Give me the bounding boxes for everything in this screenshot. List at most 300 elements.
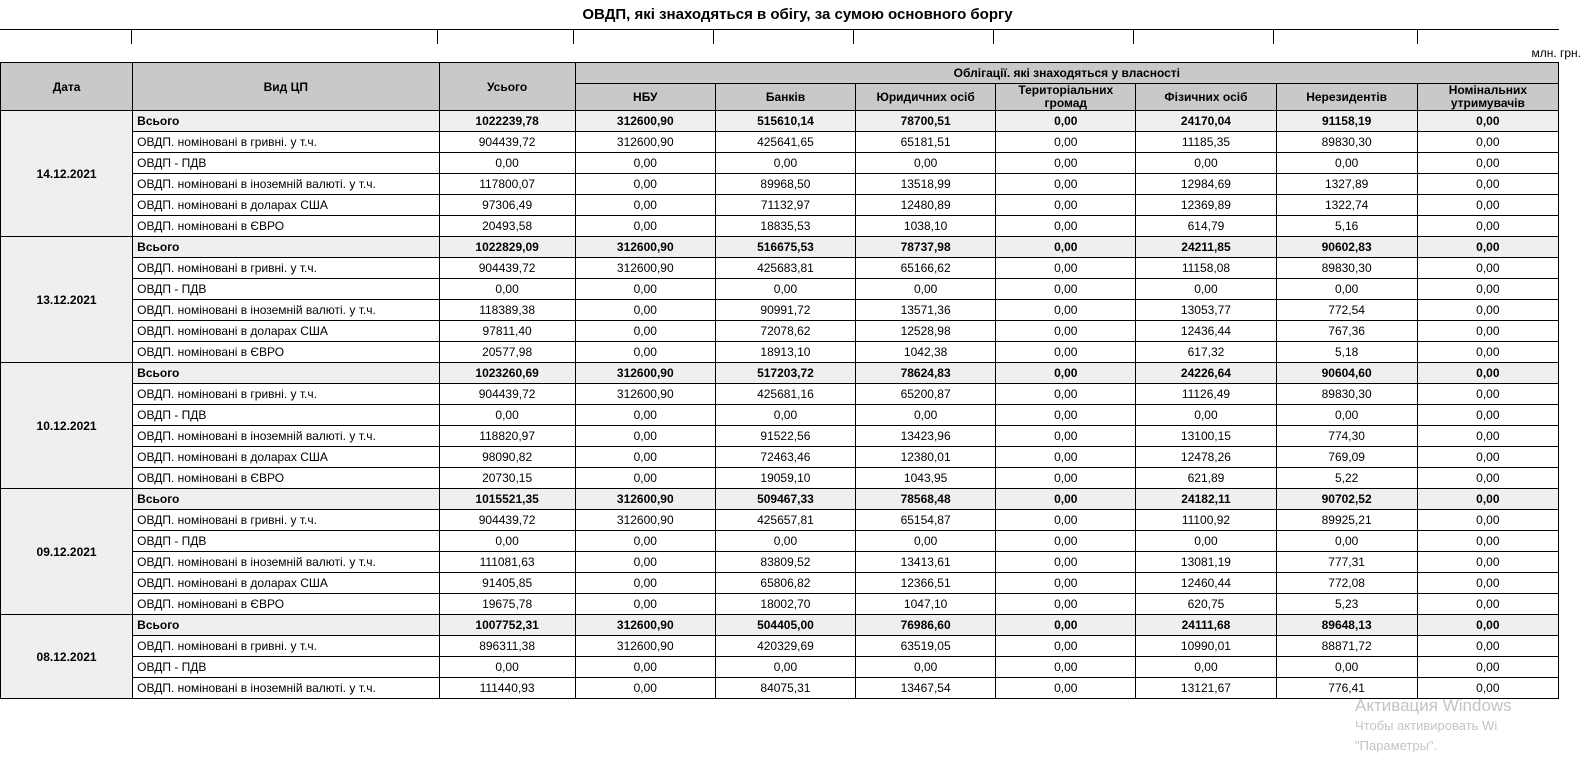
value-cell-total: 97306,49: [439, 195, 575, 216]
security-type-cell: ОВДП. номіновані в гривні. у т.ч.: [133, 258, 439, 279]
value-cell-nbu: 312600,90: [575, 489, 715, 510]
table-row: [1, 321, 1559, 342]
value-cell-communities: 0,00: [996, 384, 1136, 405]
table-row: [1, 279, 1559, 300]
value-cell-individuals: 11185,35: [1136, 132, 1276, 153]
value-cell-total: 20730,15: [439, 468, 575, 489]
header-total: Усього: [439, 63, 575, 111]
value-cell-banks: 91522,56: [715, 426, 855, 447]
strip-cell: [714, 29, 854, 44]
date-cell: 08.12.2021: [1, 615, 133, 699]
value-cell-nominal: 0,00: [1417, 132, 1558, 153]
value-cell-legal: 78700,51: [856, 111, 996, 132]
header-communities: Територіальних громад: [996, 84, 1136, 111]
value-cell-nonresidents: 767,36: [1276, 321, 1417, 342]
value-cell-banks: 0,00: [715, 657, 855, 678]
value-cell-nominal: 0,00: [1417, 678, 1558, 699]
value-cell-total: 0,00: [439, 405, 575, 426]
value-cell-nominal: 0,00: [1417, 279, 1558, 300]
value-cell-nbu: 0,00: [575, 174, 715, 195]
value-cell-banks: 425683,81: [715, 258, 855, 279]
value-cell-nbu: 312600,90: [575, 111, 715, 132]
value-cell-nbu: 312600,90: [575, 237, 715, 258]
value-cell-nominal: 0,00: [1417, 447, 1558, 468]
value-cell-communities: 0,00: [996, 615, 1136, 636]
value-cell-legal: 12480,89: [856, 195, 996, 216]
value-cell-banks: 18835,53: [715, 216, 855, 237]
value-cell-banks: 84075,31: [715, 678, 855, 699]
value-cell-total: 91405,85: [439, 573, 575, 594]
value-cell-banks: 0,00: [715, 405, 855, 426]
value-cell-individuals: 12984,69: [1136, 174, 1276, 195]
value-cell-communities: 0,00: [996, 552, 1136, 573]
table-row: [1, 363, 1559, 384]
value-cell-total: 19675,78: [439, 594, 575, 615]
header-nominal-holders: Номінальних утримувачів: [1417, 84, 1558, 111]
value-cell-nbu: 0,00: [575, 552, 715, 573]
watermark-line-2: Чтобы активировать Wi: [1355, 718, 1498, 733]
value-cell-legal: 78568,48: [856, 489, 996, 510]
security-type-cell: ОВДП - ПДВ: [133, 279, 439, 300]
value-cell-nonresidents: 769,09: [1276, 447, 1417, 468]
table-row: [1, 636, 1559, 657]
value-cell-total: 1007752,31: [439, 615, 575, 636]
table-row: [1, 237, 1559, 258]
value-cell-nominal: 0,00: [1417, 153, 1558, 174]
table-row: [1, 111, 1559, 132]
value-cell-nonresidents: 90604,60: [1276, 363, 1417, 384]
value-cell-banks: 504405,00: [715, 615, 855, 636]
value-cell-total: 98090,82: [439, 447, 575, 468]
security-type-cell: ОВДП. номіновані в доларах США: [133, 195, 439, 216]
value-cell-individuals: 13053,77: [1136, 300, 1276, 321]
value-cell-nonresidents: 0,00: [1276, 279, 1417, 300]
value-cell-individuals: 24182,11: [1136, 489, 1276, 510]
value-cell-total: 111081,63: [439, 552, 575, 573]
table-body: [1, 111, 1559, 699]
strip-cell: [1418, 29, 1559, 44]
value-cell-communities: 0,00: [996, 405, 1136, 426]
security-type-cell: ОВДП - ПДВ: [133, 657, 439, 678]
value-cell-nonresidents: 89925,21: [1276, 510, 1417, 531]
value-cell-nonresidents: 90602,83: [1276, 237, 1417, 258]
value-cell-nominal: 0,00: [1417, 510, 1558, 531]
watermark-line-3: "Параметры".: [1355, 738, 1438, 753]
date-cell: 10.12.2021: [1, 363, 133, 489]
strip-cell: [0, 29, 132, 44]
value-cell-banks: 0,00: [715, 279, 855, 300]
value-cell-nonresidents: 90702,52: [1276, 489, 1417, 510]
value-cell-nominal: 0,00: [1417, 426, 1558, 447]
value-cell-nbu: 0,00: [575, 426, 715, 447]
security-type-cell: ОВДП. номіновані в іноземній валюті. у т.ч.: [133, 174, 439, 195]
security-type-cell: ОВДП. номіновані в ЄВРО: [133, 342, 439, 363]
table-row: [1, 405, 1559, 426]
value-cell-banks: 425657,81: [715, 510, 855, 531]
value-cell-total: 0,00: [439, 657, 575, 678]
value-cell-legal: 13518,99: [856, 174, 996, 195]
value-cell-total: 1022829,09: [439, 237, 575, 258]
value-cell-communities: 0,00: [996, 426, 1136, 447]
value-cell-nbu: 0,00: [575, 447, 715, 468]
value-cell-nbu: 0,00: [575, 531, 715, 552]
date-cell: 09.12.2021: [1, 489, 133, 615]
value-cell-nominal: 0,00: [1417, 489, 1558, 510]
value-cell-nonresidents: 5,16: [1276, 216, 1417, 237]
header-banks: Банків: [715, 84, 855, 111]
value-cell-communities: 0,00: [996, 531, 1136, 552]
value-cell-nonresidents: 1327,89: [1276, 174, 1417, 195]
value-cell-individuals: 11100,92: [1136, 510, 1276, 531]
value-cell-legal: 12528,98: [856, 321, 996, 342]
value-cell-communities: 0,00: [996, 489, 1136, 510]
value-cell-legal: 65200,87: [856, 384, 996, 405]
value-cell-individuals: 24226,64: [1136, 363, 1276, 384]
value-cell-communities: 0,00: [996, 237, 1136, 258]
security-type-cell: ОВДП. номіновані в ЄВРО: [133, 468, 439, 489]
watermark-line-1: Активация Windows: [1355, 696, 1512, 715]
value-cell-nominal: 0,00: [1417, 384, 1558, 405]
value-cell-total: 1023260,69: [439, 363, 575, 384]
value-cell-nonresidents: 5,18: [1276, 342, 1417, 363]
table-row: [1, 258, 1559, 279]
security-type-cell: Всього: [133, 489, 439, 510]
value-cell-communities: 0,00: [996, 279, 1136, 300]
value-cell-individuals: 12369,89: [1136, 195, 1276, 216]
security-type-cell: ОВДП - ПДВ: [133, 405, 439, 426]
header-nonresidents: Нерезидентів: [1276, 84, 1417, 111]
value-cell-legal: 0,00: [856, 531, 996, 552]
value-cell-legal: 78624,83: [856, 363, 996, 384]
value-cell-nonresidents: 0,00: [1276, 153, 1417, 174]
table-row: [1, 531, 1559, 552]
value-cell-banks: 90991,72: [715, 300, 855, 321]
table-row: [1, 384, 1559, 405]
value-cell-total: 97811,40: [439, 321, 575, 342]
value-cell-legal: 0,00: [856, 657, 996, 678]
table-row: [1, 489, 1559, 510]
value-cell-total: 117800,07: [439, 174, 575, 195]
value-cell-nonresidents: 89830,30: [1276, 384, 1417, 405]
value-cell-communities: 0,00: [996, 111, 1136, 132]
value-cell-communities: 0,00: [996, 363, 1136, 384]
table-row: [1, 678, 1559, 699]
value-cell-total: 0,00: [439, 279, 575, 300]
value-cell-legal: 78737,98: [856, 237, 996, 258]
value-cell-communities: 0,00: [996, 342, 1136, 363]
value-cell-communities: 0,00: [996, 510, 1136, 531]
value-cell-legal: 0,00: [856, 405, 996, 426]
value-cell-individuals: 13081,19: [1136, 552, 1276, 573]
value-cell-total: 20493,58: [439, 216, 575, 237]
value-cell-banks: 517203,72: [715, 363, 855, 384]
value-cell-nbu: 0,00: [575, 279, 715, 300]
value-cell-banks: 89968,50: [715, 174, 855, 195]
value-cell-nominal: 0,00: [1417, 468, 1558, 489]
strip-cell: [994, 29, 1134, 44]
value-cell-nonresidents: 89648,13: [1276, 615, 1417, 636]
value-cell-nbu: 312600,90: [575, 384, 715, 405]
table-row: [1, 594, 1559, 615]
strip-cell: [132, 29, 438, 44]
value-cell-total: 118820,97: [439, 426, 575, 447]
value-cell-nonresidents: 772,54: [1276, 300, 1417, 321]
security-type-cell: Всього: [133, 363, 439, 384]
value-cell-legal: 12380,01: [856, 447, 996, 468]
value-cell-nonresidents: 5,23: [1276, 594, 1417, 615]
header-group-ownership: Облігації. які знаходяться у власності: [575, 63, 1558, 84]
value-cell-nominal: 0,00: [1417, 636, 1558, 657]
value-cell-total: 1022239,78: [439, 111, 575, 132]
value-cell-individuals: 12436,44: [1136, 321, 1276, 342]
security-type-cell: ОВДП. номіновані в іноземній валюті. у т.ч.: [133, 300, 439, 321]
value-cell-individuals: 12478,26: [1136, 447, 1276, 468]
units-label: млн. грн.: [1531, 46, 1581, 60]
value-cell-legal: 65166,62: [856, 258, 996, 279]
value-cell-individuals: 11126,49: [1136, 384, 1276, 405]
value-cell-communities: 0,00: [996, 195, 1136, 216]
value-cell-individuals: 617,32: [1136, 342, 1276, 363]
strip-cell: [574, 29, 714, 44]
value-cell-nbu: 312600,90: [575, 132, 715, 153]
value-cell-nbu: 312600,90: [575, 258, 715, 279]
value-cell-communities: 0,00: [996, 468, 1136, 489]
table-row: [1, 342, 1559, 363]
value-cell-nominal: 0,00: [1417, 531, 1558, 552]
value-cell-nonresidents: 776,41: [1276, 678, 1417, 699]
value-cell-nominal: 0,00: [1417, 363, 1558, 384]
table-row: [1, 510, 1559, 531]
security-type-cell: Всього: [133, 615, 439, 636]
value-cell-legal: 13571,36: [856, 300, 996, 321]
header-type: Вид ЦП: [133, 63, 439, 111]
value-cell-total: 0,00: [439, 531, 575, 552]
value-cell-communities: 0,00: [996, 258, 1136, 279]
strip-cell: [854, 29, 994, 44]
value-cell-nbu: 0,00: [575, 321, 715, 342]
value-cell-individuals: 24170,04: [1136, 111, 1276, 132]
value-cell-legal: 13423,96: [856, 426, 996, 447]
table-row: [1, 300, 1559, 321]
security-type-cell: ОВДП. номіновані в ЄВРО: [133, 216, 439, 237]
value-cell-legal: 13413,61: [856, 552, 996, 573]
value-cell-banks: 516675,53: [715, 237, 855, 258]
table-row: [1, 657, 1559, 678]
value-cell-communities: 0,00: [996, 657, 1136, 678]
table-row: [1, 447, 1559, 468]
date-cell: 14.12.2021: [1, 111, 133, 237]
security-type-cell: ОВДП. номіновані в гривні. у т.ч.: [133, 384, 439, 405]
value-cell-banks: 509467,33: [715, 489, 855, 510]
value-cell-nonresidents: 0,00: [1276, 531, 1417, 552]
value-cell-communities: 0,00: [996, 216, 1136, 237]
security-type-cell: ОВДП. номіновані в гривні. у т.ч.: [133, 636, 439, 657]
value-cell-nonresidents: 1322,74: [1276, 195, 1417, 216]
value-cell-communities: 0,00: [996, 573, 1136, 594]
value-cell-legal: 1042,38: [856, 342, 996, 363]
value-cell-individuals: 621,89: [1136, 468, 1276, 489]
value-cell-nbu: 0,00: [575, 594, 715, 615]
value-cell-legal: 1047,10: [856, 594, 996, 615]
value-cell-nbu: 0,00: [575, 405, 715, 426]
value-cell-nbu: 0,00: [575, 300, 715, 321]
value-cell-banks: 0,00: [715, 153, 855, 174]
value-cell-communities: 0,00: [996, 174, 1136, 195]
value-cell-individuals: 0,00: [1136, 531, 1276, 552]
value-cell-total: 904439,72: [439, 132, 575, 153]
value-cell-nbu: 0,00: [575, 657, 715, 678]
value-cell-communities: 0,00: [996, 594, 1136, 615]
security-type-cell: ОВДП - ПДВ: [133, 153, 439, 174]
security-type-cell: Всього: [133, 111, 439, 132]
value-cell-legal: 0,00: [856, 153, 996, 174]
value-cell-individuals: 0,00: [1136, 279, 1276, 300]
value-cell-legal: 13467,54: [856, 678, 996, 699]
security-type-cell: ОВДП. номіновані в гривні. у т.ч.: [133, 510, 439, 531]
value-cell-communities: 0,00: [996, 447, 1136, 468]
value-cell-nominal: 0,00: [1417, 615, 1558, 636]
value-cell-individuals: 614,79: [1136, 216, 1276, 237]
value-cell-legal: 65154,87: [856, 510, 996, 531]
value-cell-nominal: 0,00: [1417, 258, 1558, 279]
value-cell-nominal: 0,00: [1417, 216, 1558, 237]
value-cell-total: 904439,72: [439, 258, 575, 279]
table-row: [1, 552, 1559, 573]
value-cell-nonresidents: 0,00: [1276, 657, 1417, 678]
value-cell-nominal: 0,00: [1417, 300, 1558, 321]
value-cell-nonresidents: 88871,72: [1276, 636, 1417, 657]
value-cell-communities: 0,00: [996, 153, 1136, 174]
security-type-cell: ОВДП. номіновані в доларах США: [133, 573, 439, 594]
value-cell-individuals: 13100,15: [1136, 426, 1276, 447]
value-cell-banks: 83809,52: [715, 552, 855, 573]
value-cell-banks: 425641,65: [715, 132, 855, 153]
value-cell-banks: 425681,16: [715, 384, 855, 405]
value-cell-total: 118389,38: [439, 300, 575, 321]
value-cell-banks: 18002,70: [715, 594, 855, 615]
value-cell-individuals: 0,00: [1136, 405, 1276, 426]
value-cell-nominal: 0,00: [1417, 342, 1558, 363]
value-cell-total: 111440,93: [439, 678, 575, 699]
value-cell-total: 904439,72: [439, 510, 575, 531]
value-cell-nbu: 0,00: [575, 195, 715, 216]
value-cell-legal: 12366,51: [856, 573, 996, 594]
strip-cell: [1134, 29, 1274, 44]
security-type-cell: Всього: [133, 237, 439, 258]
header-individuals: Фізичних осіб: [1136, 84, 1276, 111]
value-cell-nominal: 0,00: [1417, 405, 1558, 426]
value-cell-nominal: 0,00: [1417, 237, 1558, 258]
header-date: Дата: [1, 63, 133, 111]
value-cell-legal: 0,00: [856, 279, 996, 300]
security-type-cell: ОВДП. номіновані в іноземній валюті. у т.ч.: [133, 678, 439, 699]
value-cell-nbu: 0,00: [575, 468, 715, 489]
value-cell-individuals: 24211,85: [1136, 237, 1276, 258]
table-row: [1, 468, 1559, 489]
value-cell-individuals: 13121,67: [1136, 678, 1276, 699]
bonds-table: [0, 62, 1559, 699]
value-cell-banks: 0,00: [715, 531, 855, 552]
table-row: [1, 132, 1559, 153]
value-cell-banks: 72078,62: [715, 321, 855, 342]
value-cell-nominal: 0,00: [1417, 594, 1558, 615]
table-row: [1, 426, 1559, 447]
header-row-1: [1, 63, 1559, 84]
security-type-cell: ОВДП. номіновані в іноземній валюті. у т.ч.: [133, 552, 439, 573]
value-cell-nominal: 0,00: [1417, 657, 1558, 678]
value-cell-total: 1015521,35: [439, 489, 575, 510]
strip-cell: [1274, 29, 1418, 44]
security-type-cell: ОВДП. номіновані в гривні. у т.ч.: [133, 132, 439, 153]
value-cell-total: 896311,38: [439, 636, 575, 657]
value-cell-legal: 65181,51: [856, 132, 996, 153]
date-cell: 13.12.2021: [1, 237, 133, 363]
value-cell-nbu: 0,00: [575, 678, 715, 699]
value-cell-individuals: 12460,44: [1136, 573, 1276, 594]
table-row: [1, 195, 1559, 216]
header-nbu: НБУ: [575, 84, 715, 111]
value-cell-legal: 76986,60: [856, 615, 996, 636]
spacer-strip: [0, 29, 1559, 44]
value-cell-banks: 65806,82: [715, 573, 855, 594]
value-cell-communities: 0,00: [996, 300, 1136, 321]
value-cell-banks: 71132,97: [715, 195, 855, 216]
value-cell-nominal: 0,00: [1417, 552, 1558, 573]
value-cell-nbu: 312600,90: [575, 363, 715, 384]
value-cell-nonresidents: 89830,30: [1276, 132, 1417, 153]
value-cell-nominal: 0,00: [1417, 321, 1558, 342]
value-cell-individuals: 11158,08: [1136, 258, 1276, 279]
value-cell-nonresidents: 5,22: [1276, 468, 1417, 489]
table-header: [1, 63, 1559, 111]
value-cell-nominal: 0,00: [1417, 573, 1558, 594]
value-cell-nominal: 0,00: [1417, 195, 1558, 216]
value-cell-nonresidents: 89830,30: [1276, 258, 1417, 279]
value-cell-nbu: 0,00: [575, 573, 715, 594]
value-cell-banks: 18913,10: [715, 342, 855, 363]
value-cell-total: 904439,72: [439, 384, 575, 405]
table-row: [1, 153, 1559, 174]
value-cell-communities: 0,00: [996, 636, 1136, 657]
value-cell-nominal: 0,00: [1417, 174, 1558, 195]
value-cell-individuals: 620,75: [1136, 594, 1276, 615]
strip-cell: [438, 29, 574, 44]
table-row: [1, 174, 1559, 195]
value-cell-nbu: 0,00: [575, 216, 715, 237]
table-row: [1, 615, 1559, 636]
value-cell-nonresidents: 0,00: [1276, 405, 1417, 426]
value-cell-nbu: 312600,90: [575, 615, 715, 636]
table-row: [1, 573, 1559, 594]
value-cell-legal: 1038,10: [856, 216, 996, 237]
header-legal-entities: Юридичних осіб: [856, 84, 996, 111]
page-title: ОВДП, які знаходяться в обігу, за сумою основного боргу: [582, 6, 1013, 23]
value-cell-nominal: 0,00: [1417, 111, 1558, 132]
security-type-cell: ОВДП - ПДВ: [133, 531, 439, 552]
value-cell-legal: 1043,95: [856, 468, 996, 489]
security-type-cell: ОВДП. номіновані в доларах США: [133, 447, 439, 468]
value-cell-nbu: 0,00: [575, 342, 715, 363]
value-cell-nonresidents: 777,31: [1276, 552, 1417, 573]
value-cell-nbu: 0,00: [575, 153, 715, 174]
table-row: [1, 216, 1559, 237]
value-cell-individuals: 0,00: [1136, 153, 1276, 174]
value-cell-banks: 515610,14: [715, 111, 855, 132]
value-cell-nonresidents: 91158,19: [1276, 111, 1417, 132]
value-cell-banks: 19059,10: [715, 468, 855, 489]
security-type-cell: ОВДП. номіновані в ЄВРО: [133, 594, 439, 615]
windows-activation-watermark: [1355, 696, 1585, 756]
